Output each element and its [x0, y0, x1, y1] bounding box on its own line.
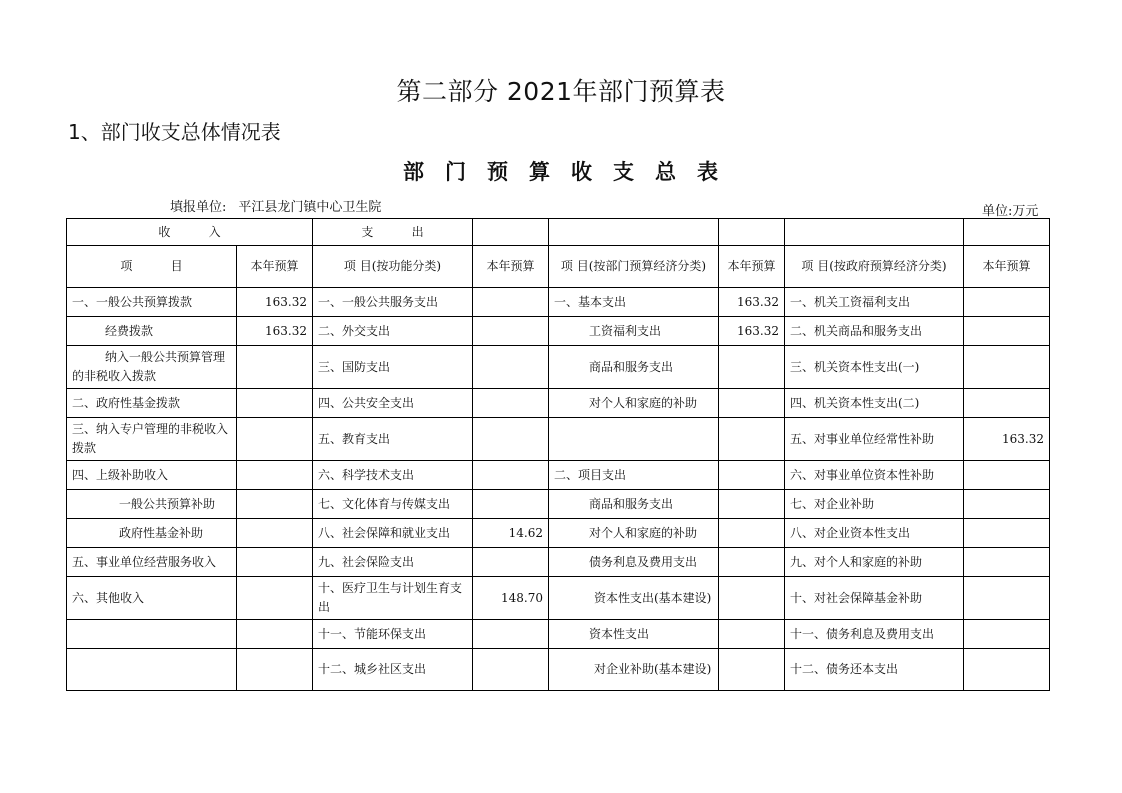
expense-header	[313, 219, 473, 246]
income-value	[237, 519, 313, 548]
income-value: 163.32	[237, 317, 313, 346]
econ-item: 对个人和家庭的补助	[549, 519, 719, 548]
income-value	[237, 346, 313, 389]
gov-value	[964, 577, 1050, 620]
econ-value: 163.32	[719, 288, 785, 317]
header-blank-5	[964, 219, 1050, 246]
func-value	[473, 346, 549, 389]
econ-value	[719, 649, 785, 691]
econ-item: 对个人和家庭的补助	[549, 389, 719, 418]
func-item: 四、公共安全支出	[313, 389, 473, 418]
econ-item: 一、基本支出	[549, 288, 719, 317]
income-value	[237, 490, 313, 519]
econ-item: 二、项目支出	[549, 461, 719, 490]
econ-item: 工资福利支出	[549, 317, 719, 346]
income-header	[67, 219, 313, 246]
budget-table	[66, 218, 1050, 691]
gov-item: 四、机关资本性支出(二)	[785, 389, 964, 418]
income-header-text: 收 入	[158, 224, 221, 239]
func-item: 九、社会保险支出	[313, 548, 473, 577]
gov-item: 一、机关工资福利支出	[785, 288, 964, 317]
gov-value	[964, 288, 1050, 317]
income-value	[237, 577, 313, 620]
main-title: 第二部分 2021年部门预算表	[396, 77, 726, 106]
func-value	[473, 317, 549, 346]
income-item-header	[67, 246, 237, 288]
gov-item: 二、机关商品和服务支出	[785, 317, 964, 346]
table-row	[67, 620, 1050, 649]
func-value	[473, 288, 549, 317]
gov-item: 十、对社会保障基金补助	[785, 577, 964, 620]
econ-value	[719, 346, 785, 389]
func-value	[473, 461, 549, 490]
econ-value	[719, 389, 785, 418]
gov-value	[964, 490, 1050, 519]
econ-value	[719, 548, 785, 577]
func-item: 六、科学技术支出	[313, 461, 473, 490]
econ-item-header: 项 目(按部门预算经济分类)	[549, 246, 719, 288]
func-item: 七、文化体育与传媒支出	[313, 490, 473, 519]
econ-value	[719, 418, 785, 461]
func-value	[473, 418, 549, 461]
header-blank-1	[473, 219, 549, 246]
income-value	[237, 461, 313, 490]
gov-value	[964, 519, 1050, 548]
income-item-header-text: 项 目	[120, 259, 183, 273]
econ-item: 债务利息及费用支出	[549, 548, 719, 577]
gov-item: 三、机关资本性支出(一)	[785, 346, 964, 389]
econ-value: 163.32	[719, 317, 785, 346]
header-row-top	[67, 219, 1050, 246]
income-item: 一、一般公共预算拨款	[67, 288, 237, 317]
income-item: 五、事业单位经营服务收入	[67, 548, 237, 577]
func-value	[473, 649, 549, 691]
income-item: 六、其他收入	[67, 577, 237, 620]
econ-budget-header: 本年预算	[719, 246, 785, 288]
gov-item: 八、对企业资本性支出	[785, 519, 964, 548]
func-value: 148.70	[473, 577, 549, 620]
table-row	[67, 519, 1050, 548]
econ-value	[719, 620, 785, 649]
income-value	[237, 620, 313, 649]
func-item: 十、医疗卫生与计划生育支出	[313, 577, 473, 620]
econ-item: 对企业补助(基本建设)	[549, 649, 719, 691]
income-item: 三、纳入专户管理的非税收入拨款	[67, 418, 237, 461]
gov-item: 五、对事业单位经常性补助	[785, 418, 964, 461]
econ-value	[719, 577, 785, 620]
header-row-bottom	[67, 246, 1050, 288]
econ-value	[719, 490, 785, 519]
func-budget-header: 本年预算	[473, 246, 549, 288]
func-value	[473, 389, 549, 418]
income-item: 四、上级补助收入	[67, 461, 237, 490]
table-row	[67, 461, 1050, 490]
econ-item: 资本性支出(基本建设)	[549, 577, 719, 620]
section-title: 1、部门收支总体情况表	[68, 120, 281, 144]
func-item: 十二、城乡社区支出	[313, 649, 473, 691]
func-item-header: 项 目(按功能分类)	[313, 246, 473, 288]
income-item: 纳入一般公共预算管理的非税收入拨款	[67, 346, 237, 389]
gov-item: 十一、债务利息及费用支出	[785, 620, 964, 649]
table-row	[67, 418, 1050, 461]
money-unit: 单位:万元	[982, 204, 1039, 219]
gov-item: 七、对企业补助	[785, 490, 964, 519]
income-value	[237, 389, 313, 418]
econ-item: 商品和服务支出	[549, 346, 719, 389]
econ-item: 商品和服务支出	[549, 490, 719, 519]
gov-item-header: 项 目(按政府预算经济分类)	[785, 246, 964, 288]
income-value	[237, 649, 313, 691]
func-item: 八、社会保障和就业支出	[313, 519, 473, 548]
gov-value	[964, 461, 1050, 490]
table-row	[67, 317, 1050, 346]
fill-unit	[170, 196, 381, 215]
gov-value	[964, 317, 1050, 346]
gov-value: 163.32	[964, 418, 1050, 461]
func-value	[473, 620, 549, 649]
func-item: 一、一般公共服务支出	[313, 288, 473, 317]
func-item: 三、国防支出	[313, 346, 473, 389]
fill-unit-name: 平江县龙门镇中心卫生院	[238, 200, 382, 215]
econ-value	[719, 519, 785, 548]
header-blank-3	[719, 219, 785, 246]
income-value	[237, 418, 313, 461]
func-item: 十一、节能环保支出	[313, 620, 473, 649]
func-value	[473, 548, 549, 577]
func-item: 五、教育支出	[313, 418, 473, 461]
expense-header-text: 支 出	[361, 224, 424, 239]
income-item: 政府性基金补助	[67, 519, 237, 548]
gov-value	[964, 649, 1050, 691]
gov-item: 六、对事业单位资本性补助	[785, 461, 964, 490]
econ-item: 资本性支出	[549, 620, 719, 649]
income-value: 163.32	[237, 288, 313, 317]
table-row	[67, 548, 1050, 577]
income-item: 二、政府性基金拨款	[67, 389, 237, 418]
income-item: 一般公共预算补助	[67, 490, 237, 519]
table-row	[67, 389, 1050, 418]
table-row	[67, 490, 1050, 519]
econ-item	[549, 418, 719, 461]
gov-value	[964, 346, 1050, 389]
header-blank-2	[549, 219, 719, 246]
fill-unit-label: 填报单位:	[170, 200, 227, 215]
income-item	[67, 649, 237, 691]
gov-budget-header: 本年预算	[964, 246, 1050, 288]
income-budget-header: 本年预算	[237, 246, 313, 288]
table-title: 部门预算收支总表	[403, 160, 739, 184]
income-value	[237, 548, 313, 577]
table-row	[67, 346, 1050, 389]
gov-item: 十二、债务还本支出	[785, 649, 964, 691]
gov-value	[964, 620, 1050, 649]
func-value	[473, 490, 549, 519]
income-item	[67, 620, 237, 649]
gov-value	[964, 389, 1050, 418]
func-value: 14.62	[473, 519, 549, 548]
income-item: 经费拨款	[67, 317, 237, 346]
table-row	[67, 288, 1050, 317]
table-row	[67, 577, 1050, 620]
table-row	[67, 649, 1050, 691]
header-blank-4	[785, 219, 964, 246]
gov-item: 九、对个人和家庭的补助	[785, 548, 964, 577]
func-item: 二、外交支出	[313, 317, 473, 346]
econ-value	[719, 461, 785, 490]
gov-value	[964, 548, 1050, 577]
